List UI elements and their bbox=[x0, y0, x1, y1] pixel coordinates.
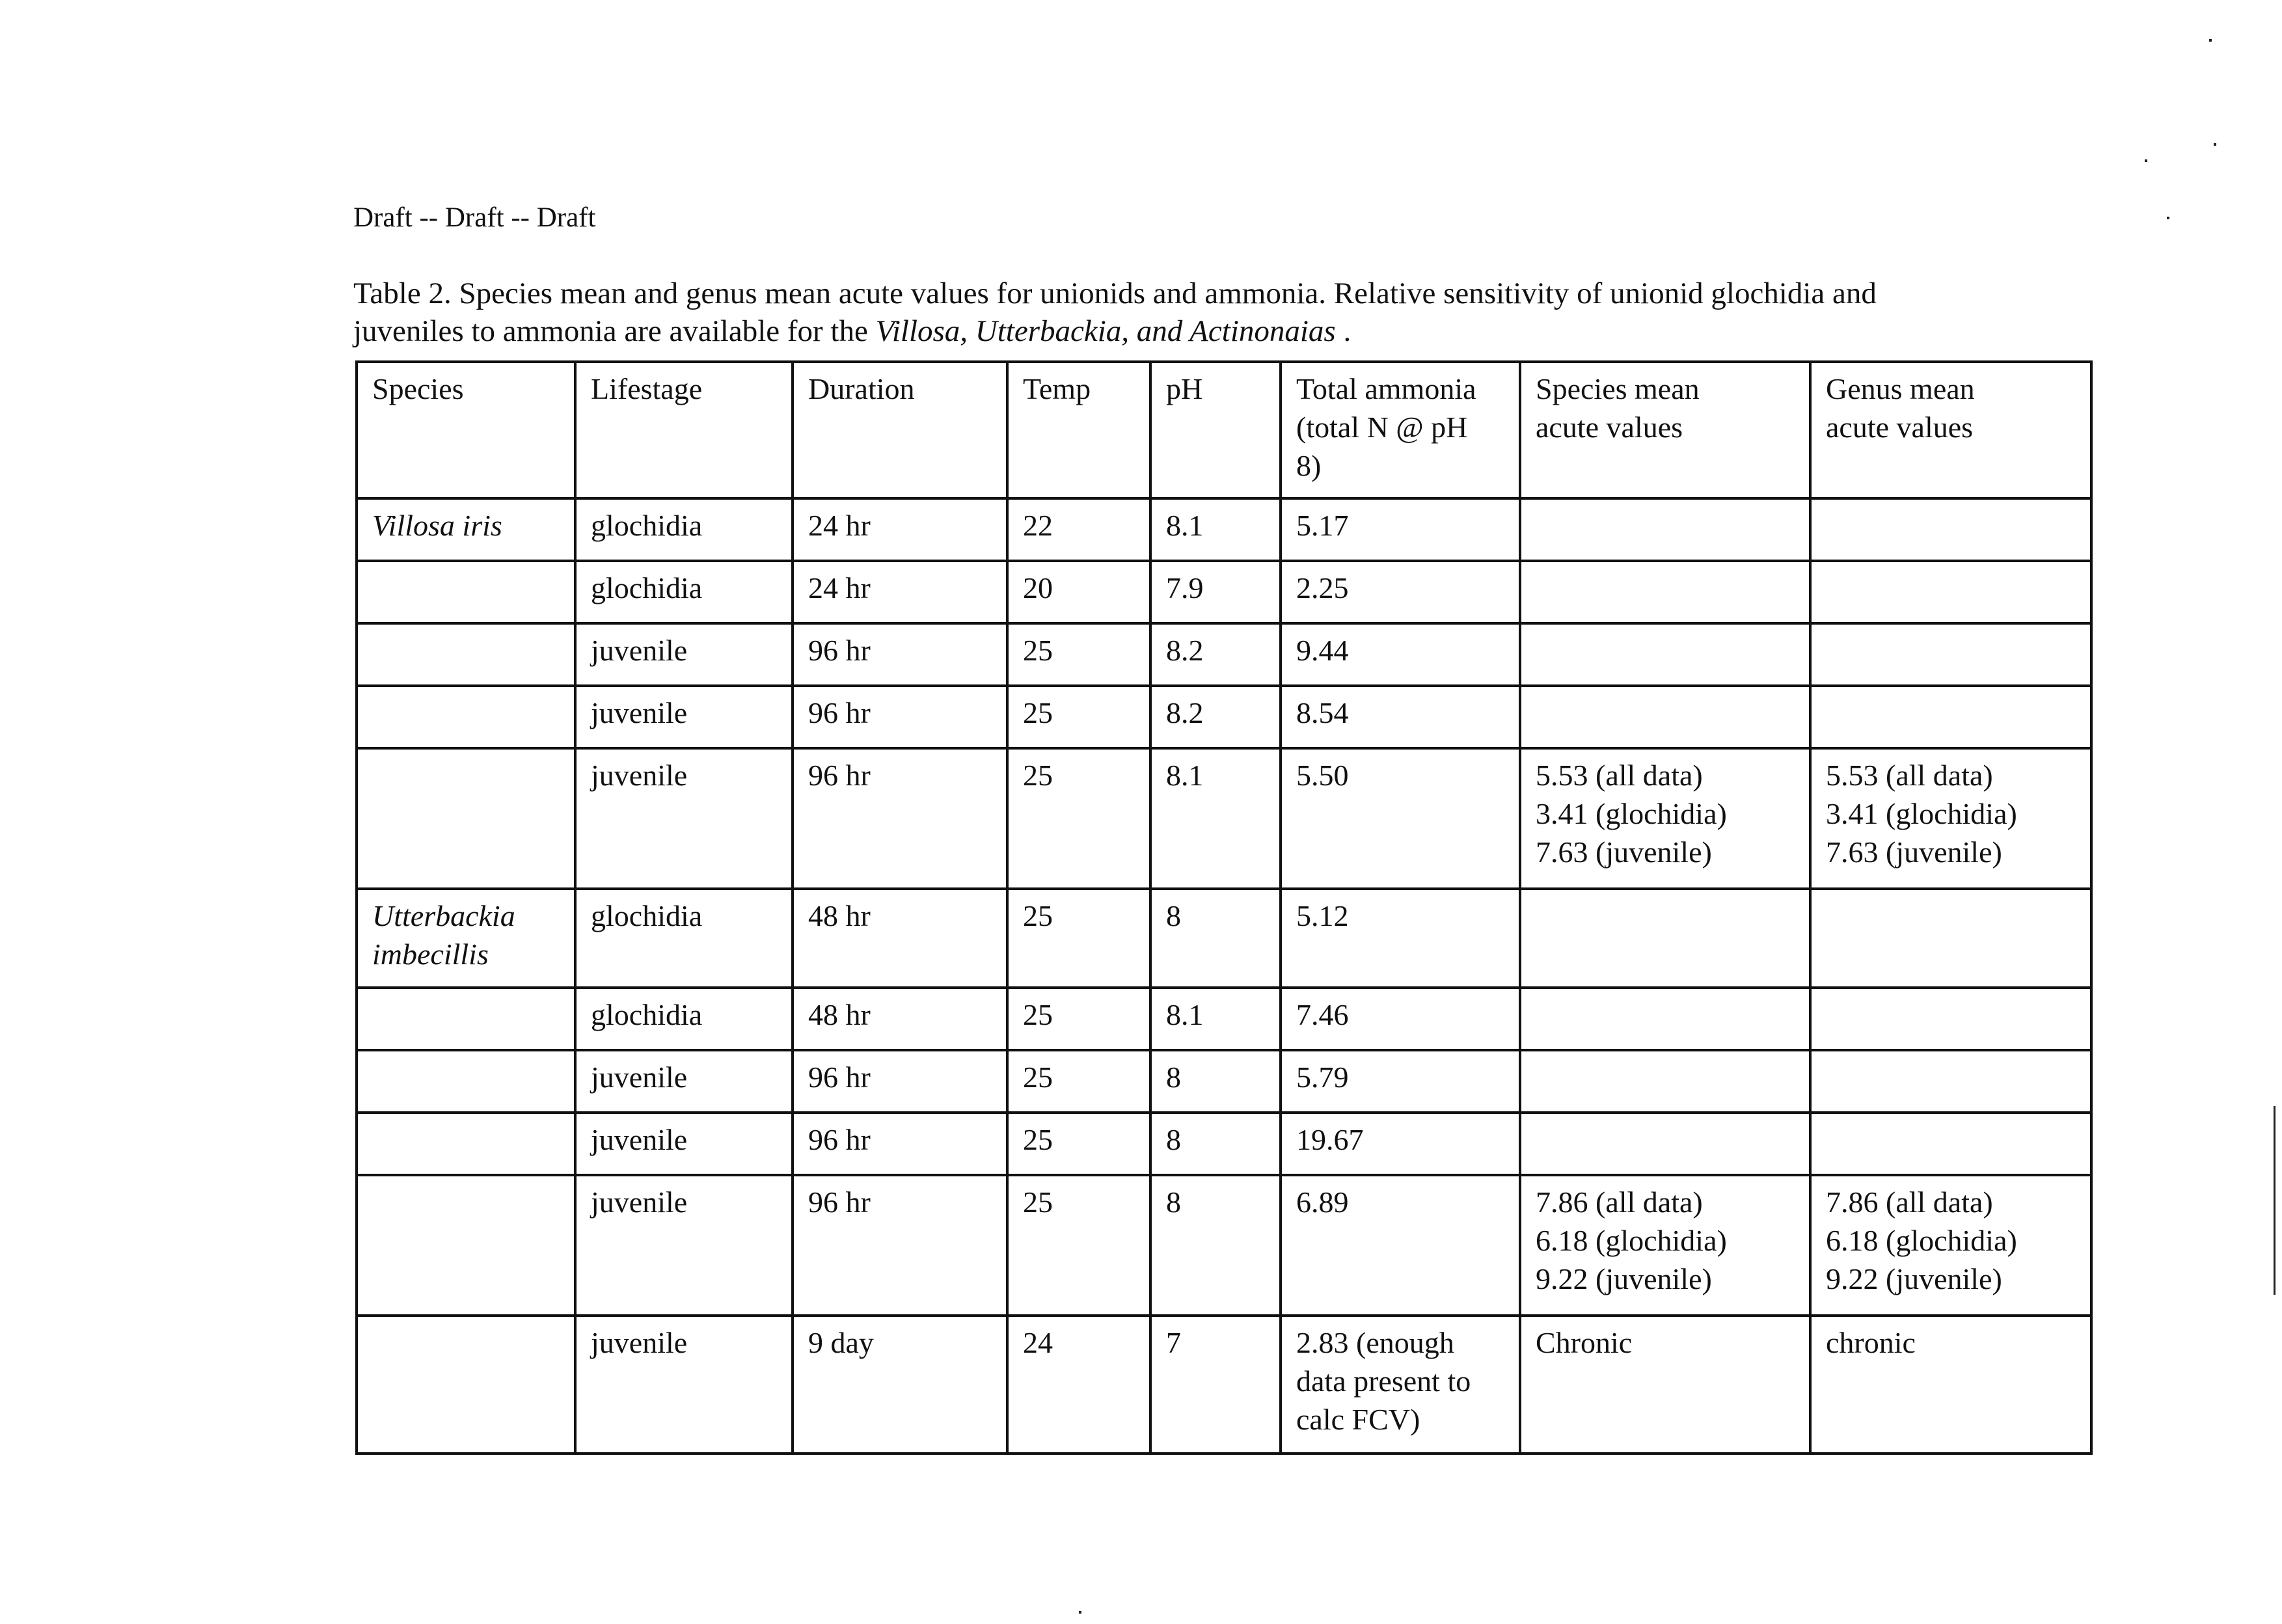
cell-genus-mean: 5.53 (all data) 3.41 (glochidia) 7.63 (juvenile) bbox=[1810, 748, 2091, 889]
cell-genus-mean bbox=[1810, 561, 2091, 623]
scan-speck bbox=[2167, 217, 2169, 219]
scan-speck bbox=[2145, 159, 2147, 162]
caption-line-2-prefix: juveniles to ammonia are available for the bbox=[353, 314, 876, 348]
cell-lifestage: glochidia bbox=[575, 498, 793, 561]
table-row bbox=[357, 748, 2091, 889]
col-header-total-ammonia: Total ammonia (total N @ pH 8) bbox=[1281, 362, 1520, 498]
caption-genus-names: Villosa, Utterbackia, and Actinonaias bbox=[875, 314, 1336, 348]
cell-total-ammonia: 5.12 bbox=[1281, 889, 1520, 988]
cell-duration: 9 day bbox=[793, 1316, 1007, 1454]
cell-total-ammonia: 9.44 bbox=[1281, 623, 1520, 686]
cell-genus-mean bbox=[1810, 686, 2091, 748]
col-header-duration: Duration bbox=[793, 362, 1007, 498]
header-row bbox=[357, 362, 2091, 498]
table-row bbox=[357, 1175, 2091, 1316]
cell-duration: 96 hr bbox=[793, 748, 1007, 889]
caption-line-2-suffix: . bbox=[1335, 314, 1352, 348]
col-header-lifestage: Lifestage bbox=[575, 362, 793, 498]
cell-temp: 20 bbox=[1007, 561, 1150, 623]
cell-genus-mean bbox=[1810, 889, 2091, 988]
cell-lifestage: juvenile bbox=[575, 1050, 793, 1113]
cell-genus-mean bbox=[1810, 1113, 2091, 1175]
col-header-species: Species bbox=[357, 362, 575, 498]
cell-genus-mean bbox=[1810, 623, 2091, 686]
cell-total-ammonia: 5.17 bbox=[1281, 498, 1520, 561]
col-header-ph: pH bbox=[1150, 362, 1281, 498]
table-row bbox=[357, 1050, 2091, 1113]
cell-lifestage: glochidia bbox=[575, 561, 793, 623]
cell-species-mean: 7.86 (all data) 6.18 (glochidia) 9.22 (juvenile) bbox=[1520, 1175, 1810, 1316]
caption-line-1: Table 2. Species mean and genus mean acute values for unionids and ammonia. Relative sensitivity of unionid glochidia and bbox=[353, 277, 1877, 310]
cell-temp: 22 bbox=[1007, 498, 1150, 561]
cell-duration: 48 hr bbox=[793, 889, 1007, 988]
cell-lifestage: glochidia bbox=[575, 988, 793, 1050]
cell-species: Utterbackia imbecillis bbox=[357, 889, 575, 988]
cell-temp: 25 bbox=[1007, 748, 1150, 889]
cell-duration: 24 hr bbox=[793, 561, 1007, 623]
table-header bbox=[357, 362, 2091, 498]
scan-speck bbox=[1079, 1611, 1081, 1614]
cell-total-ammonia: 5.50 bbox=[1281, 748, 1520, 889]
cell-total-ammonia: 6.89 bbox=[1281, 1175, 1520, 1316]
cell-lifestage: juvenile bbox=[575, 623, 793, 686]
cell-species bbox=[357, 748, 575, 889]
caption-line-2 bbox=[353, 312, 2097, 350]
cell-genus-mean bbox=[1810, 988, 2091, 1050]
col-header-species-mean: Species mean acute values bbox=[1520, 362, 1810, 498]
cell-genus-mean: 7.86 (all data) 6.18 (glochidia) 9.22 (juvenile) bbox=[1810, 1175, 2091, 1316]
table-body bbox=[357, 498, 2091, 1454]
scan-speck bbox=[2209, 39, 2212, 42]
cell-species bbox=[357, 561, 575, 623]
cell-total-ammonia: 5.79 bbox=[1281, 1050, 1520, 1113]
cell-species-mean bbox=[1520, 988, 1810, 1050]
cell-genus-mean bbox=[1810, 1050, 2091, 1113]
cell-duration: 96 hr bbox=[793, 686, 1007, 748]
cell-species-mean bbox=[1520, 889, 1810, 988]
cell-ph: 8 bbox=[1150, 1113, 1281, 1175]
cell-ph: 8.1 bbox=[1150, 748, 1281, 889]
table-row bbox=[357, 686, 2091, 748]
cell-species bbox=[357, 1316, 575, 1454]
cell-ph: 8.2 bbox=[1150, 686, 1281, 748]
cell-ph: 8.1 bbox=[1150, 498, 1281, 561]
cell-temp: 25 bbox=[1007, 1050, 1150, 1113]
cell-ph: 8 bbox=[1150, 889, 1281, 988]
cell-ph: 8 bbox=[1150, 1175, 1281, 1316]
cell-duration: 48 hr bbox=[793, 988, 1007, 1050]
cell-ph: 7 bbox=[1150, 1316, 1281, 1454]
cell-temp: 25 bbox=[1007, 889, 1150, 988]
cell-temp: 25 bbox=[1007, 988, 1150, 1050]
cell-species bbox=[357, 1175, 575, 1316]
cell-species bbox=[357, 623, 575, 686]
cell-species-mean: Chronic bbox=[1520, 1316, 1810, 1454]
cell-species bbox=[357, 988, 575, 1050]
cell-species-mean bbox=[1520, 686, 1810, 748]
cell-total-ammonia: 19.67 bbox=[1281, 1113, 1520, 1175]
cell-lifestage: juvenile bbox=[575, 686, 793, 748]
cell-temp: 25 bbox=[1007, 686, 1150, 748]
cell-species bbox=[357, 1113, 575, 1175]
scan-speck bbox=[2214, 143, 2216, 146]
cell-lifestage: juvenile bbox=[575, 748, 793, 889]
table-row bbox=[357, 1316, 2091, 1454]
cell-duration: 96 hr bbox=[793, 623, 1007, 686]
cell-temp: 24 bbox=[1007, 1316, 1150, 1454]
cell-total-ammonia: 7.46 bbox=[1281, 988, 1520, 1050]
cell-temp: 25 bbox=[1007, 1175, 1150, 1316]
acute-values-table bbox=[355, 360, 2093, 1455]
cell-total-ammonia: 2.25 bbox=[1281, 561, 1520, 623]
cell-species-mean: 5.53 (all data) 3.41 (glochidia) 7.63 (juvenile) bbox=[1520, 748, 1810, 889]
cell-ph: 8.2 bbox=[1150, 623, 1281, 686]
scan-edge-line bbox=[2274, 1106, 2275, 1295]
col-header-temp: Temp bbox=[1007, 362, 1150, 498]
cell-species: Villosa iris bbox=[357, 498, 575, 561]
cell-genus-mean bbox=[1810, 498, 2091, 561]
cell-species-mean bbox=[1520, 561, 1810, 623]
draft-header: Draft -- Draft -- Draft bbox=[353, 202, 596, 233]
cell-lifestage: glochidia bbox=[575, 889, 793, 988]
cell-duration: 96 hr bbox=[793, 1113, 1007, 1175]
cell-temp: 25 bbox=[1007, 1113, 1150, 1175]
cell-species bbox=[357, 1050, 575, 1113]
table-row bbox=[357, 988, 2091, 1050]
cell-ph: 7.9 bbox=[1150, 561, 1281, 623]
cell-ph: 8 bbox=[1150, 1050, 1281, 1113]
table-caption bbox=[353, 275, 2097, 350]
cell-temp: 25 bbox=[1007, 623, 1150, 686]
cell-lifestage: juvenile bbox=[575, 1175, 793, 1316]
cell-species-mean bbox=[1520, 1113, 1810, 1175]
cell-total-ammonia: 2.83 (enough data present to calc FCV) bbox=[1281, 1316, 1520, 1454]
cell-duration: 24 hr bbox=[793, 498, 1007, 561]
cell-duration: 96 hr bbox=[793, 1175, 1007, 1316]
cell-total-ammonia: 8.54 bbox=[1281, 686, 1520, 748]
cell-lifestage: juvenile bbox=[575, 1113, 793, 1175]
table-row bbox=[357, 623, 2091, 686]
table-row bbox=[357, 889, 2091, 988]
col-header-genus-mean: Genus mean acute values bbox=[1810, 362, 2091, 498]
table-row bbox=[357, 1113, 2091, 1175]
cell-lifestage: juvenile bbox=[575, 1316, 793, 1454]
table-row bbox=[357, 561, 2091, 623]
cell-genus-mean: chronic bbox=[1810, 1316, 2091, 1454]
cell-species bbox=[357, 686, 575, 748]
cell-ph: 8.1 bbox=[1150, 988, 1281, 1050]
table-row bbox=[357, 498, 2091, 561]
cell-species-mean bbox=[1520, 623, 1810, 686]
cell-species-mean bbox=[1520, 498, 1810, 561]
cell-species-mean bbox=[1520, 1050, 1810, 1113]
cell-duration: 96 hr bbox=[793, 1050, 1007, 1113]
